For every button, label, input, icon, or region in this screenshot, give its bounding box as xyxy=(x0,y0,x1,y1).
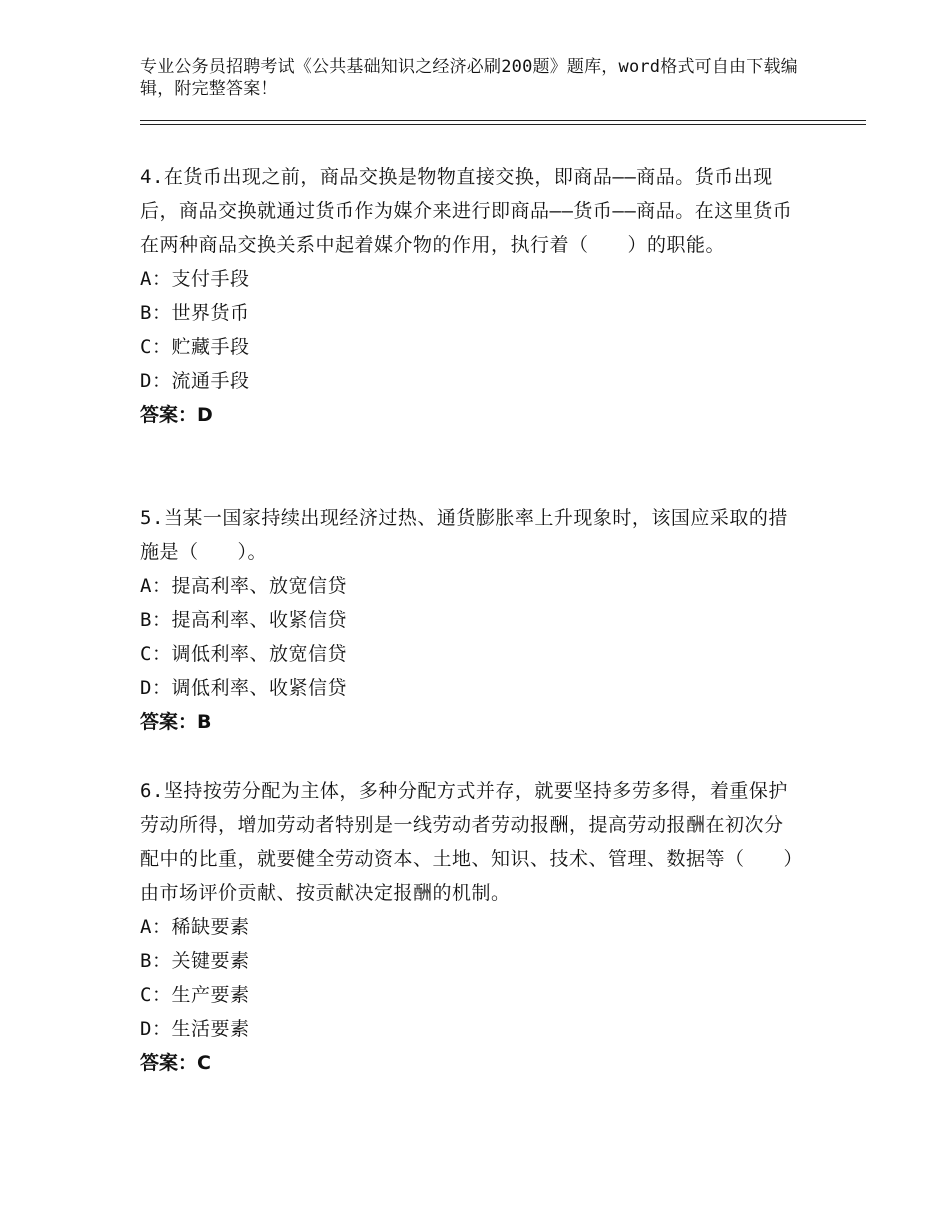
answer-value: C xyxy=(197,1052,211,1074)
header-rule-bottom xyxy=(140,124,866,125)
answer-line xyxy=(140,705,800,739)
answer-line xyxy=(140,398,800,432)
question-4 xyxy=(140,160,800,432)
answer-value: D xyxy=(197,404,213,426)
option-b: B：关键要素 xyxy=(140,950,250,972)
answer-value: B xyxy=(197,711,212,733)
option-d: D：调低利率、收紧信贷 xyxy=(140,677,347,699)
answer-label: 答案： xyxy=(140,711,198,733)
question-stem: 4.在货币出现之前，商品交换是物物直接交换，即商品——商品。货币出现后，商品交换就通过货币作为媒介来进行即商品——货币——商品。在这里货币在两种商品交换关系中起着媒介物的作用，执行着（ ）的职能。 xyxy=(140,166,793,256)
question-stem: 6.坚持按劳分配为主体，多种分配方式并存，就要坚持多劳多得，着重保护劳动所得，增加劳动者特别是一线劳动者劳动报酬，提高劳动报酬在初次分配中的比重，就要健全劳动资本、土地、知识、技术、管理、数据等（ ）由市场评价贡献、按贡献决定报酬的机制。 xyxy=(140,780,794,904)
header-rule-top xyxy=(140,120,866,121)
answer-line xyxy=(140,1046,800,1080)
answer-label: 答案： xyxy=(140,404,198,426)
answer-label: 答案： xyxy=(140,1052,198,1074)
option-b: B：提高利率、收紧信贷 xyxy=(140,609,347,631)
question-stem: 5.当某一国家持续出现经济过热、通货膨胀率上升现象时，该国应采取的措施是（ ）。 xyxy=(140,507,788,563)
option-c: C：贮藏手段 xyxy=(140,336,250,358)
option-d: D：流通手段 xyxy=(140,370,250,392)
question-6 xyxy=(140,774,800,1080)
option-a: A：稀缺要素 xyxy=(140,916,250,938)
option-c: C：生产要素 xyxy=(140,984,250,1006)
option-d: D：生活要素 xyxy=(140,1018,250,1040)
option-b: B：世界货币 xyxy=(140,302,250,324)
option-c: C：调低利率、放宽信贷 xyxy=(140,643,347,665)
option-a: A：支付手段 xyxy=(140,268,250,290)
document-header: 专业公务员招聘考试《公共基础知识之经济必刷200题》题库，word格式可自由下载编辑，附完整答案！ xyxy=(140,57,798,99)
option-a: A：提高利率、放宽信贷 xyxy=(140,575,347,597)
question-5 xyxy=(140,501,800,739)
